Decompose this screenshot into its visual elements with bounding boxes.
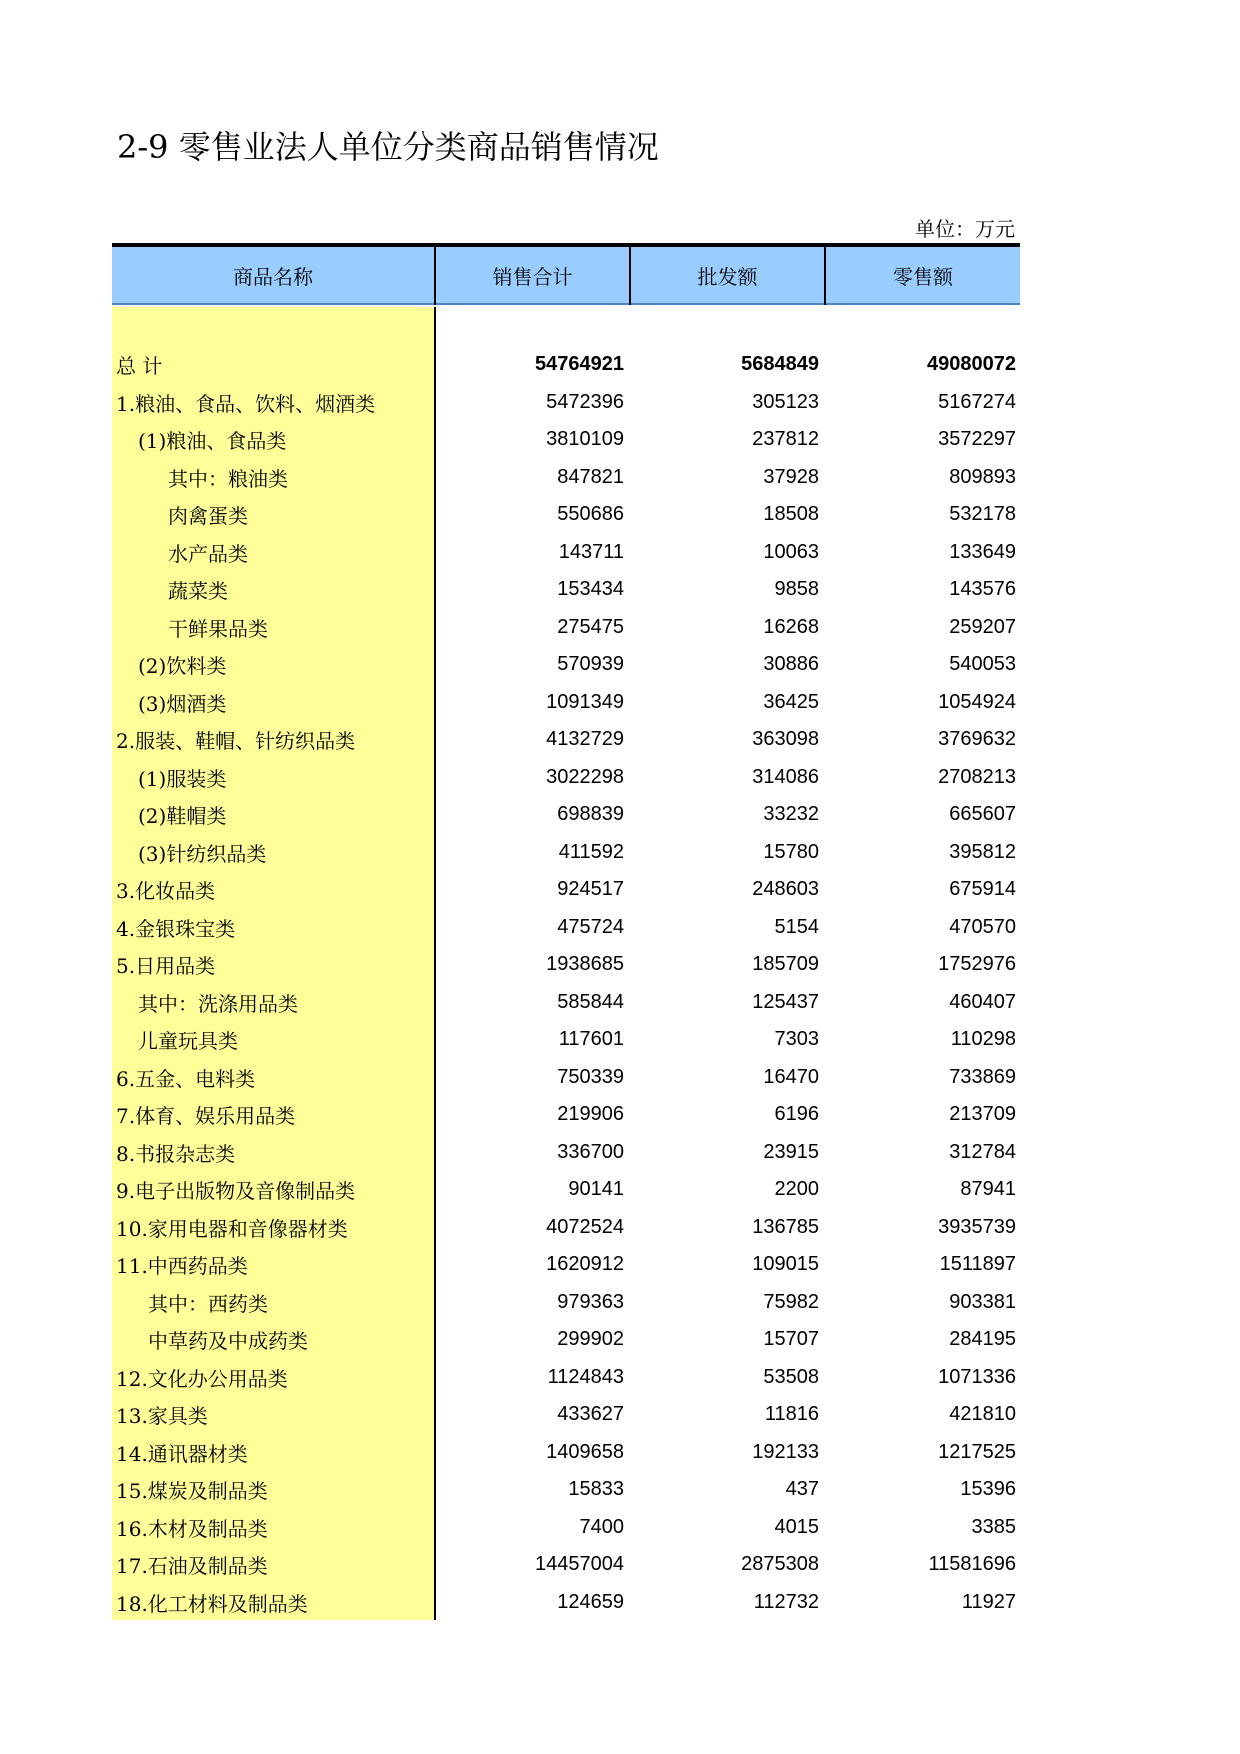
row-sales-total-cell: 299902: [557, 1328, 624, 1351]
table-row: [112, 1059, 1020, 1097]
row-wholesale-cell: 5154: [774, 915, 819, 938]
row-sales-total-cell: 15833: [568, 1478, 624, 1501]
table-row: [112, 346, 1020, 384]
row-wholesale-cell: 6196: [774, 1103, 819, 1126]
header-item-name: 商品名称: [112, 247, 434, 305]
row-name-cell: 肉禽蛋类: [168, 504, 248, 529]
row-retail-cell: 3769632: [938, 728, 1016, 751]
row-wholesale-cell: 136785: [752, 1215, 819, 1238]
row-sales-total-cell: 1124843: [547, 1365, 624, 1388]
row-sales-total-cell: 54764921: [535, 353, 624, 376]
table-row: [112, 871, 1020, 909]
table-row: [112, 1359, 1020, 1397]
table-row: [112, 459, 1020, 497]
row-retail-cell: 3385: [971, 1515, 1016, 1538]
row-wholesale-cell: 437: [785, 1478, 819, 1501]
row-wholesale-cell: 36425: [763, 690, 819, 713]
row-wholesale-cell: 15707: [763, 1328, 819, 1351]
row-wholesale-cell: 11816: [764, 1403, 819, 1426]
row-wholesale-cell: 305123: [752, 390, 819, 413]
row-sales-total-cell: 90141: [568, 1178, 624, 1201]
row-retail-cell: 903381: [949, 1290, 1016, 1313]
row-name-cell: 13.家具类: [116, 1404, 208, 1429]
table-row: [112, 1209, 1020, 1247]
table-body: [112, 346, 1020, 1621]
row-name-cell: 其中：洗涤用品类: [138, 991, 298, 1016]
row-retail-cell: 1217525: [938, 1440, 1016, 1463]
row-retail-cell: 1752976: [938, 953, 1016, 976]
row-name-cell: 3.化妆品类: [116, 879, 216, 904]
table-row: [112, 421, 1020, 459]
row-name-cell: (1)服装类: [138, 766, 227, 791]
row-retail-cell: 5167274: [938, 390, 1016, 413]
row-name-cell: 18.化工材料及制品类: [116, 1591, 308, 1616]
row-name-cell: (1)粮油、食品类: [138, 429, 287, 454]
row-wholesale-cell: 33232: [763, 803, 819, 826]
header-retail: 零售额: [826, 247, 1020, 305]
row-retail-cell: 213709: [949, 1103, 1016, 1126]
row-name-cell: 12.文化办公用品类: [116, 1366, 288, 1391]
row-name-cell: 水产品类: [168, 541, 248, 566]
row-sales-total-cell: 585844: [557, 990, 624, 1013]
row-retail-cell: 733869: [949, 1065, 1016, 1088]
row-retail-cell: 395812: [949, 840, 1016, 863]
table-row: [112, 1471, 1020, 1509]
data-table: [112, 243, 1020, 1620]
row-retail-cell: 1511897: [939, 1253, 1016, 1276]
row-wholesale-cell: 5684849: [741, 353, 819, 376]
row-sales-total-cell: 4132729: [546, 728, 624, 751]
row-sales-total-cell: 1409658: [546, 1440, 624, 1463]
table-row: [112, 646, 1020, 684]
row-wholesale-cell: 18508: [763, 503, 819, 526]
row-wholesale-cell: 16470: [763, 1065, 819, 1088]
table-row: [112, 1096, 1020, 1134]
row-wholesale-cell: 7303: [774, 1028, 819, 1051]
row-retail-cell: 1054924: [938, 690, 1016, 713]
row-name-cell: 干鲜果品类: [168, 616, 268, 641]
row-name-cell: 10.家用电器和音像器材类: [116, 1216, 348, 1241]
row-retail-cell: 312784: [949, 1140, 1016, 1163]
row-name-cell: 15.煤炭及制品类: [116, 1479, 268, 1504]
table-row: [112, 1509, 1020, 1547]
row-retail-cell: 809893: [949, 465, 1016, 488]
row-name-cell: (2)饮料类: [138, 654, 227, 679]
row-retail-cell: 675914: [949, 878, 1016, 901]
table-row: [112, 946, 1020, 984]
row-sales-total-cell: 124659: [557, 1590, 624, 1613]
row-wholesale-cell: 112732: [753, 1590, 819, 1613]
row-wholesale-cell: 4015: [774, 1515, 819, 1538]
row-wholesale-cell: 53508: [763, 1365, 819, 1388]
row-wholesale-cell: 30886: [763, 653, 819, 676]
row-wholesale-cell: 15780: [763, 840, 819, 863]
row-retail-cell: 133649: [949, 540, 1016, 563]
table-row: [112, 1021, 1020, 1059]
table-row: [112, 1396, 1020, 1434]
row-retail-cell: 49080072: [927, 353, 1016, 376]
row-sales-total-cell: 411592: [558, 840, 624, 863]
table-row: [112, 384, 1020, 422]
row-retail-cell: 3935739: [938, 1215, 1016, 1238]
row-retail-cell: 11927: [961, 1590, 1016, 1613]
row-retail-cell: 1071336: [938, 1365, 1016, 1388]
row-sales-total-cell: 3022298: [546, 765, 624, 788]
row-name-cell: 6.五金、电料类: [116, 1066, 256, 1091]
row-sales-total-cell: 847821: [557, 465, 624, 488]
row-retail-cell: 87941: [960, 1178, 1016, 1201]
row-sales-total-cell: 1938685: [546, 953, 624, 976]
table-row: [112, 684, 1020, 722]
table-row: [112, 1434, 1020, 1472]
row-name-cell: 1.粮油、食品、饮料、烟酒类: [116, 391, 376, 416]
row-sales-total-cell: 1091349: [546, 690, 624, 713]
row-wholesale-cell: 109015: [752, 1253, 819, 1276]
row-sales-total-cell: 979363: [557, 1290, 624, 1313]
table-row: [112, 984, 1020, 1022]
row-wholesale-cell: 37928: [763, 465, 819, 488]
row-wholesale-cell: 23915: [763, 1140, 819, 1163]
row-sales-total-cell: 570939: [557, 653, 624, 676]
row-name-cell: 9.电子出版物及音像制品类: [116, 1179, 356, 1204]
row-wholesale-cell: 192133: [752, 1440, 819, 1463]
row-name-cell: (3)针纺织品类: [138, 841, 267, 866]
header-sales-total: 销售合计: [436, 247, 629, 305]
row-retail-cell: 540053: [949, 653, 1016, 676]
row-sales-total-cell: 4072524: [546, 1215, 624, 1238]
row-name-cell: 17.石油及制品类: [116, 1554, 268, 1579]
table-row: [112, 496, 1020, 534]
row-name-cell: 14.通讯器材类: [116, 1441, 248, 1466]
row-wholesale-cell: 363098: [752, 728, 819, 751]
table-row: [112, 909, 1020, 947]
table-row: [112, 1584, 1020, 1622]
row-sales-total-cell: 550686: [557, 503, 624, 526]
row-sales-total-cell: 219906: [557, 1103, 624, 1126]
row-name-cell: 2.服装、鞋帽、针纺织品类: [116, 729, 356, 754]
row-wholesale-cell: 75982: [763, 1290, 819, 1313]
table-row: [112, 609, 1020, 647]
row-name-cell: 4.金银珠宝类: [116, 916, 236, 941]
row-retail-cell: 11581696: [928, 1553, 1016, 1576]
table-row: [112, 1134, 1020, 1172]
row-wholesale-cell: 237812: [752, 428, 819, 451]
table-row: [112, 1546, 1020, 1584]
row-name-cell: 其中：西药类: [148, 1291, 268, 1316]
row-name-cell: 蔬菜类: [168, 579, 228, 604]
row-name-cell: 8.书报杂志类: [116, 1141, 236, 1166]
row-sales-total-cell: 433627: [557, 1403, 624, 1426]
row-name-cell: 儿童玩具类: [138, 1029, 238, 1054]
table-row: [112, 534, 1020, 572]
row-wholesale-cell: 248603: [752, 878, 819, 901]
row-sales-total-cell: 153434: [557, 578, 624, 601]
row-sales-total-cell: 698839: [557, 803, 624, 826]
row-retail-cell: 143576: [949, 578, 1016, 601]
row-name-cell: 中草药及中成药类: [148, 1329, 308, 1354]
table-row: [112, 571, 1020, 609]
row-sales-total-cell: 475724: [557, 915, 624, 938]
row-name-cell: 其中：粮油类: [168, 466, 288, 491]
row-sales-total-cell: 7400: [579, 1515, 624, 1538]
row-sales-total-cell: 1620912: [546, 1253, 624, 1276]
row-retail-cell: 532178: [949, 503, 1016, 526]
row-wholesale-cell: 125437: [752, 990, 819, 1013]
row-sales-total-cell: 924517: [557, 878, 624, 901]
row-name-cell: (2)鞋帽类: [138, 804, 227, 829]
row-retail-cell: 460407: [949, 990, 1016, 1013]
row-retail-cell: 2708213: [938, 765, 1016, 788]
row-retail-cell: 15396: [960, 1478, 1016, 1501]
row-sales-total-cell: 143711: [558, 540, 624, 563]
table-row: [112, 1321, 1020, 1359]
row-retail-cell: 259207: [949, 615, 1016, 638]
row-wholesale-cell: 2875308: [741, 1553, 819, 1576]
unit-label: 单位：万元: [915, 217, 1015, 241]
row-retail-cell: 110298: [950, 1028, 1016, 1051]
row-sales-total-cell: 336700: [557, 1140, 624, 1163]
row-sales-total-cell: 3810109: [546, 428, 624, 451]
page-title: 2-9 零售业法人单位分类商品销售情况: [117, 128, 659, 166]
table-row: [112, 759, 1020, 797]
row-wholesale-cell: 314086: [752, 765, 819, 788]
row-name-cell: 7.体育、娱乐用品类: [116, 1104, 296, 1129]
row-retail-cell: 421810: [949, 1403, 1016, 1426]
table-row: [112, 796, 1020, 834]
row-name-cell: 5.日用品类: [116, 954, 216, 979]
row-sales-total-cell: 117601: [558, 1028, 624, 1051]
table-row: [112, 721, 1020, 759]
row-wholesale-cell: 16268: [763, 615, 819, 638]
row-wholesale-cell: 9858: [774, 578, 819, 601]
table-row: [112, 1171, 1020, 1209]
row-name-cell: (3)烟酒类: [138, 691, 227, 716]
row-name-cell: 16.木材及制品类: [116, 1516, 268, 1541]
header-wholesale: 批发额: [631, 247, 824, 305]
row-sales-total-cell: 750339: [557, 1065, 624, 1088]
row-retail-cell: 470570: [949, 915, 1016, 938]
row-wholesale-cell: 2200: [774, 1178, 819, 1201]
row-name-cell: 总 计: [116, 354, 163, 379]
table-row: [112, 1284, 1020, 1322]
row-sales-total-cell: 5472396: [546, 390, 624, 413]
row-sales-total-cell: 275475: [557, 615, 624, 638]
row-wholesale-cell: 10063: [763, 540, 819, 563]
row-sales-total-cell: 14457004: [535, 1553, 624, 1576]
row-retail-cell: 665607: [949, 803, 1016, 826]
row-retail-cell: 284195: [949, 1328, 1016, 1351]
row-name-cell: 11.中西药品类: [116, 1254, 248, 1279]
table-row: [112, 1246, 1020, 1284]
row-wholesale-cell: 185709: [752, 953, 819, 976]
row-retail-cell: 3572297: [938, 428, 1016, 451]
table-row: [112, 834, 1020, 872]
